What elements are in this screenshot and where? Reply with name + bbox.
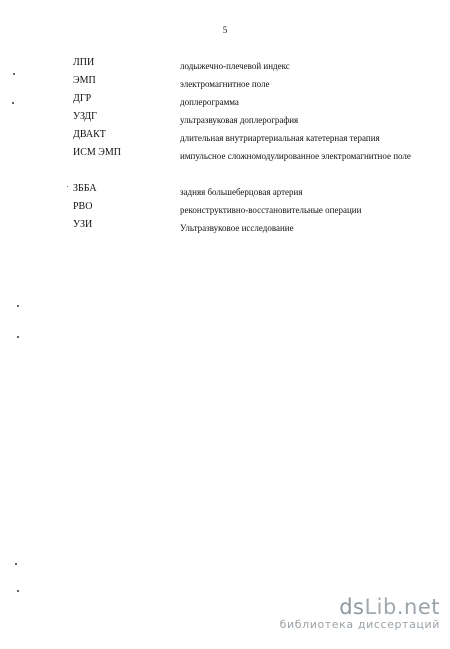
- abbreviation-term: ЗББА: [73, 183, 97, 194]
- watermark: [250, 596, 440, 632]
- watermark-logo-lib: Lib: [364, 595, 397, 619]
- abbreviation-term: РВО: [73, 201, 93, 212]
- abbreviation-definition: импульсное сложномодулированное электромагнитное поле: [180, 151, 411, 161]
- abbreviation-row: [0, 75, 450, 93]
- abbreviation-definition: доплерограмма: [180, 97, 239, 107]
- abbreviation-term: ДВАКТ: [73, 129, 106, 140]
- abbreviation-definition: Ультразвуковое исследование: [180, 223, 294, 233]
- watermark-logo: [250, 596, 440, 618]
- scan-speck: [13, 73, 15, 75]
- abbreviation-definition: лодыжечно-плечевой индекс: [180, 61, 290, 71]
- watermark-logo-net: .net: [396, 595, 440, 619]
- abbreviation-term: ИСМ ЭМП: [73, 147, 121, 158]
- abbreviation-list: [0, 57, 450, 237]
- abbreviation-row: [0, 219, 450, 237]
- abbreviation-row: [0, 93, 450, 111]
- abbreviation-term: УЗИ: [73, 219, 93, 230]
- scan-speck: [17, 336, 19, 338]
- abbreviation-definition: ультразвуковая доплерография: [180, 115, 299, 125]
- abbreviation-definition: задняя большеберцовая артерия: [180, 187, 303, 197]
- abbreviation-row: [0, 111, 450, 129]
- watermark-logo-ds: ds: [339, 595, 365, 619]
- abbreviation-definition: реконструктивно-восстановительные операции: [180, 205, 362, 215]
- abbreviation-definition: электромагнитное поле: [180, 79, 270, 89]
- scan-speck: [67, 186, 68, 187]
- page-number: 5: [222, 25, 228, 35]
- abbreviation-term: ЭМП: [73, 75, 96, 86]
- abbreviation-definition: длительная внутриартериальная катетерная терапия: [180, 133, 380, 143]
- scan-speck: [12, 102, 14, 104]
- scan-speck: [15, 563, 17, 565]
- abbreviation-row: [0, 201, 450, 219]
- scan-speck: [17, 305, 19, 307]
- abbreviation-term: УЗДГ: [73, 111, 97, 122]
- scan-speck: [17, 590, 19, 592]
- abbreviation-row: [0, 129, 450, 147]
- abbreviation-row: [0, 147, 450, 183]
- abbreviation-row: [0, 57, 450, 75]
- abbreviation-term: ДГР: [73, 93, 92, 104]
- watermark-subtitle: библиотека диссертаций: [279, 618, 440, 631]
- abbreviation-term: ЛПИ: [73, 57, 95, 68]
